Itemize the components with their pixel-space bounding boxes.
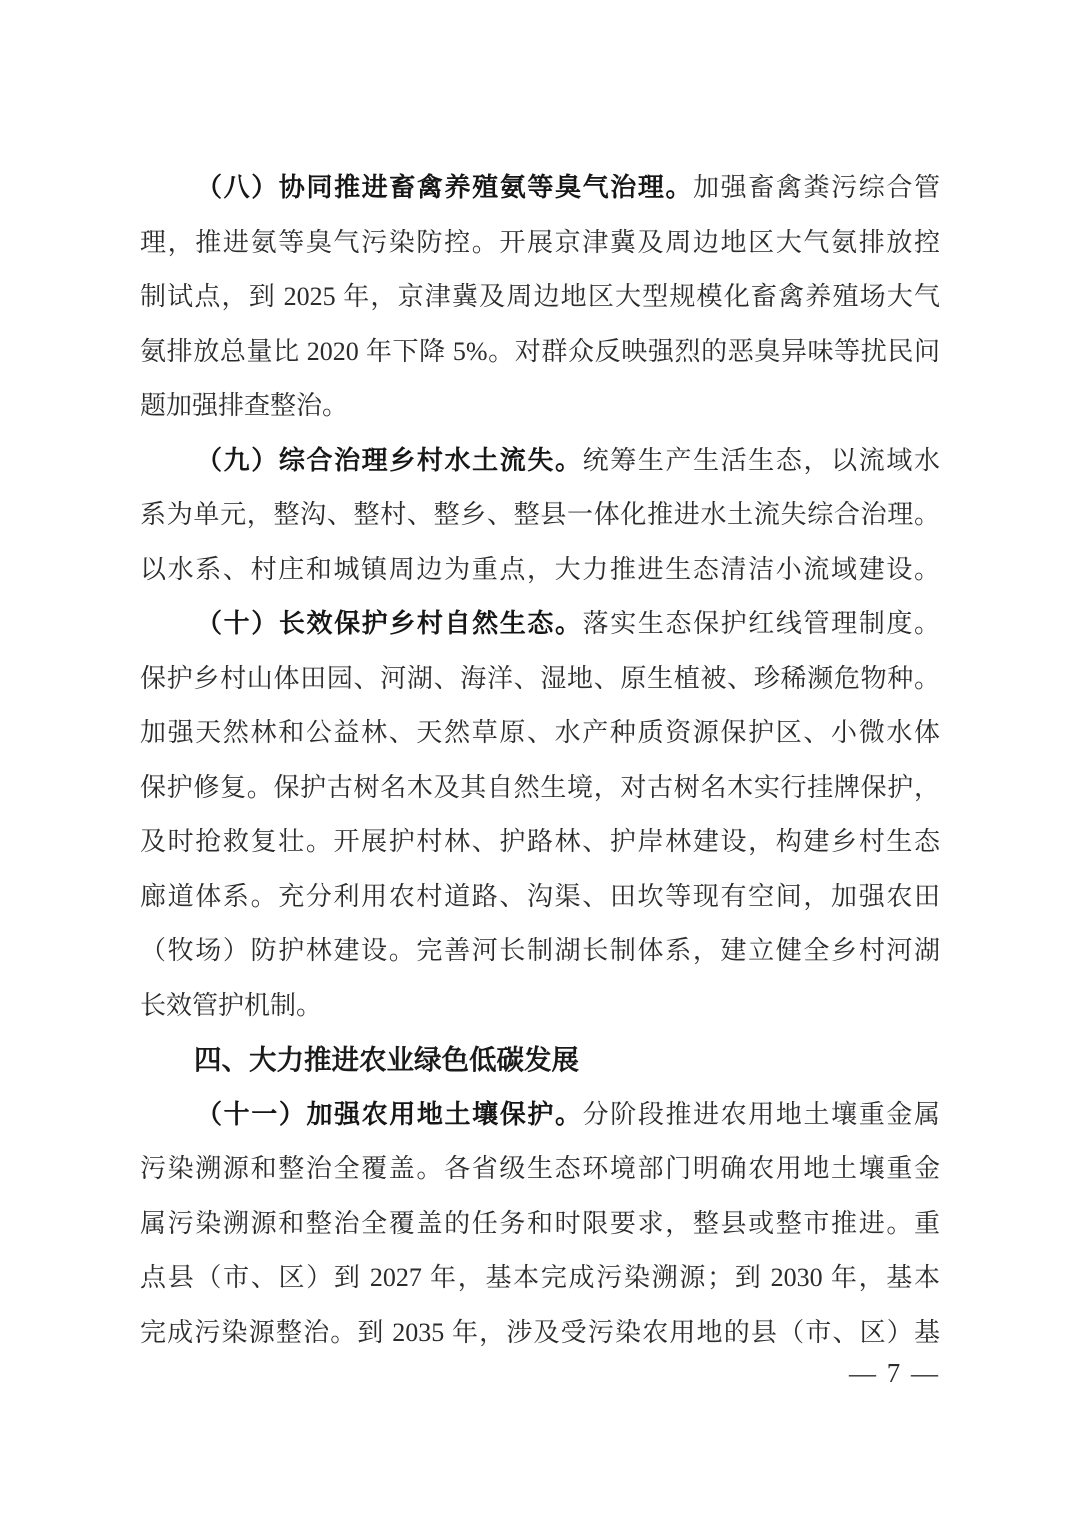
para-8-line-1 bbox=[140, 161, 940, 216]
para-8-text: 加强畜禽粪污综合管 bbox=[693, 173, 940, 202]
para-9-text: 统筹生产生活生态，以流域水 bbox=[582, 445, 940, 475]
para-9-line-2: 系为单元，整沟、整村、整乡、整县一体化推进水土流失综合治理。 bbox=[140, 500, 940, 529]
para-10-line-6: 廊道体系。充分利用农村道路、沟渠、田坎等现有空间，加强农田 bbox=[140, 881, 940, 911]
para-11-line-1 bbox=[140, 1088, 940, 1143]
para-10-line-3: 加强天然林和公益林、天然草原、水产种质资源保护区、小微水体 bbox=[140, 718, 940, 747]
para-8-line-2: 理，推进氨等臭气污染防控。开展京津冀及周边地区大气氨排放控 bbox=[140, 227, 940, 257]
para-8-line-4: 氨排放总量比 2020 年下降 5%。对群众反映强烈的恶臭异味等扰民问 bbox=[140, 336, 940, 366]
para-10-line-5: 及时抢救复壮。开展护村林、护路林、护岸林建设，构建乡村生态 bbox=[140, 827, 940, 856]
para-10-line-1 bbox=[140, 597, 940, 652]
para-10-text: 落实生态保护红线管理制度。 bbox=[582, 609, 940, 638]
para-9-heading: （九）综合治理乡村水土流失。 bbox=[196, 445, 583, 475]
para-8-heading: （八）协同推进畜禽养殖氨等臭气治理。 bbox=[196, 173, 694, 202]
para-11-heading: （十一）加强农用地土壤保护。 bbox=[196, 1099, 583, 1129]
para-10-line-8: 长效管护机制。 bbox=[140, 990, 323, 1020]
page-number: — 7 — bbox=[849, 1358, 940, 1388]
para-9-line-3: 以水系、村庄和城镇周边为重点，大力推进生态清洁小流域建设。 bbox=[140, 554, 940, 584]
section-4-heading: 四、大力推进农业绿色低碳发展 bbox=[194, 1044, 579, 1075]
para-10-line-2: 保护乡村山体田园、河湖、海洋、湿地、原生植被、珍稀濒危物种。 bbox=[140, 663, 940, 693]
para-10-heading: （十）长效保护乡村自然生态。 bbox=[196, 609, 583, 638]
para-10-line-7: （牧场）防护林建设。完善河长制湖长制体系，建立健全乡村河湖 bbox=[140, 936, 940, 965]
para-8-line-5: 题加强排查整治。 bbox=[140, 391, 349, 420]
para-8-line-3: 制试点，到 2025 年，京津冀及周边地区大型规模化畜禽养殖场大气 bbox=[140, 282, 940, 311]
para-10-line-4: 保护修复。保护古树名木及其自然生境，对古树名木实行挂牌保护， bbox=[140, 772, 940, 802]
para-11-line-3: 属污染溯源和整治全覆盖的任务和时限要求，整县或整市推进。重 bbox=[140, 1208, 940, 1238]
para-11-text: 分阶段推进农用地土壤重金属 bbox=[582, 1099, 940, 1129]
para-11-line-5: 完成污染源整治。到 2035 年，涉及受污染农用地的县（市、区）基 bbox=[140, 1317, 940, 1347]
para-9-line-1 bbox=[140, 434, 940, 489]
para-11-line-2: 污染溯源和整治全覆盖。各省级生态环境部门明确农用地土壤重金 bbox=[140, 1154, 940, 1183]
para-11-line-4: 点县（市、区）到 2027 年，基本完成污染溯源；到 2030 年，基本 bbox=[140, 1263, 940, 1292]
document-body bbox=[140, 161, 940, 1360]
